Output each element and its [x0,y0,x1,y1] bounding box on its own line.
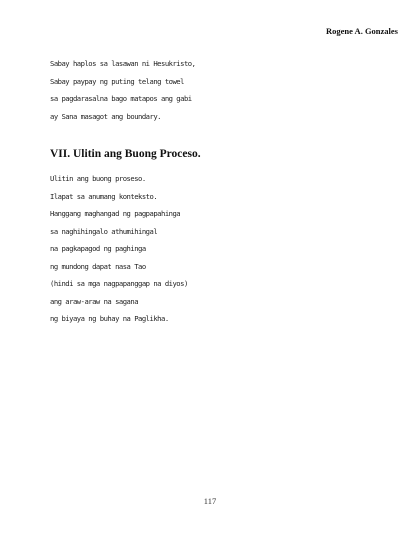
poem-line: Hanggang maghangad ng pagpapahinga [50,209,181,218]
poem-line: Ulitin ang buong proseso. [50,174,146,183]
section-heading: VII. Ulitin ang Buong Proceso. [50,148,201,160]
poem-line: Sabay paypay ng puting telang towel [50,76,184,86]
running-header-author: Rogene A. Gonzales [325,26,398,36]
poem-line: Ilapat sa anumang konteksto. [50,191,158,201]
poem-line: ng biyaya ng buhay na Paglikha. [50,314,169,323]
poem-line: sa naghihingalo athumihingal [50,226,158,236]
poem-line: (hindi sa mga nagpapanggap na diyos) [50,279,188,288]
poem-line: ang araw-araw na sagana [50,296,139,306]
poem-line: Sabay haplos sa lasawan ni Hesukristo, [50,59,196,68]
poem-line: sa pagdarasalna bago matapos ang gabi [50,94,192,103]
poem-line: ay Sana masagot ang boundary. [50,111,161,121]
poem-line: ng mundong dapat nasa Tao [50,261,146,271]
poem-line: na pagkapagod ng paghinga [50,244,146,253]
poem-stanza-top [50,55,195,125]
page-number: 117 [203,496,217,506]
poem-stanza-bottom [50,170,188,328]
